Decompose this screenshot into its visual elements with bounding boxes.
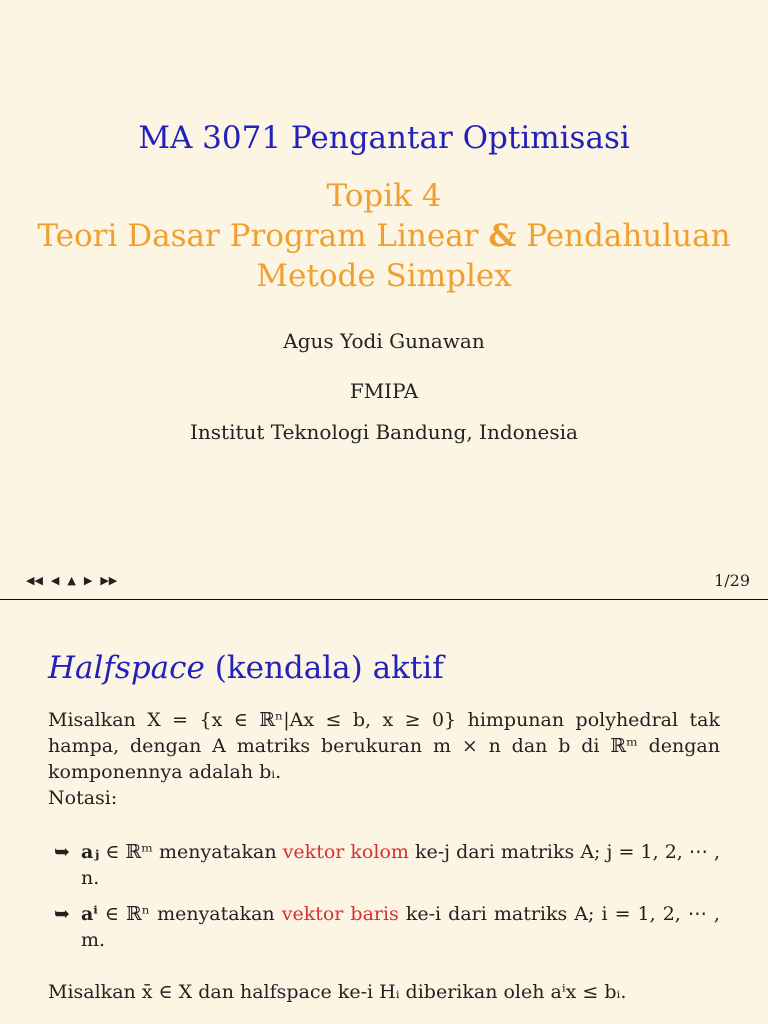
prev-slide-icon[interactable]: ◀ bbox=[50, 574, 60, 587]
notation-label: Notasi: bbox=[48, 787, 118, 809]
topic-ampersand: & bbox=[488, 218, 517, 254]
next-slide-icon[interactable]: ▶ bbox=[83, 574, 93, 587]
halfspace-statement: Misalkan x̄ ∈ X dan halfspace ke-i Hᵢ diberikan oleh aⁱx ≤ bᵢ. bbox=[48, 981, 627, 1003]
bullet-end: ke-j dari matriks A; j = 1, 2, ⋯ , n. bbox=[81, 841, 721, 889]
topic-number: Topik 4 bbox=[326, 178, 442, 214]
institution: Institut Teknologi Bandung, Indonesia bbox=[190, 420, 578, 444]
bullet-mid: ∈ ℝᵐ menyatakan bbox=[105, 841, 277, 863]
heading-rest: (kendala) aktif bbox=[214, 650, 444, 686]
highlight-row-vector: vektor baris bbox=[281, 903, 399, 925]
bullet-text bbox=[81, 839, 720, 891]
topic-part-b: Pendahuluan bbox=[526, 218, 731, 254]
up-icon[interactable]: ▲ bbox=[67, 574, 76, 587]
bullet-mid: ∈ ℝⁿ menyatakan bbox=[104, 903, 275, 925]
highlight-column-vector: vektor kolom bbox=[282, 841, 409, 863]
bullet-text bbox=[81, 901, 720, 953]
slide-navigation bbox=[26, 574, 117, 587]
definition-paragraph: Misalkan X = {x ∈ ℝⁿ|Ax ≤ b, x ≥ 0} himpunan polyhedral tak hampa, dengan A matriks berukuran m × n dan b di ℝᵐ dengan komponennya adalah bᵢ. bbox=[48, 709, 720, 783]
faculty: FMIPA bbox=[349, 379, 419, 403]
topic-subtitle: Metode Simplex bbox=[256, 258, 512, 294]
first-slide-icon[interactable]: ◀◀ bbox=[26, 574, 43, 587]
topic-heading bbox=[0, 176, 768, 296]
topic-part-a: Teori Dasar Program Linear bbox=[37, 218, 479, 254]
topic-title-line bbox=[0, 216, 768, 256]
course-title: MA 3071 Pengantar Optimisasi bbox=[138, 120, 630, 156]
arrow-bullet-icon: ➥ bbox=[54, 841, 70, 863]
heading-italic: Halfspace bbox=[48, 650, 205, 686]
author-name: Agus Yodi Gunawan bbox=[283, 329, 485, 353]
column-vector-symbol: aⱼ bbox=[81, 841, 100, 863]
list-item bbox=[54, 901, 720, 953]
row-vector-symbol: aⁱ bbox=[81, 903, 98, 925]
page-number: 1/29 bbox=[714, 571, 750, 590]
bullet-end: ke-i dari matriks A; i = 1, 2, ⋯ , m. bbox=[81, 903, 720, 951]
list-item bbox=[54, 839, 720, 891]
last-slide-icon[interactable]: ▶▶ bbox=[100, 574, 118, 587]
arrow-bullet-icon: ➥ bbox=[54, 903, 70, 925]
slide-heading bbox=[48, 650, 444, 686]
